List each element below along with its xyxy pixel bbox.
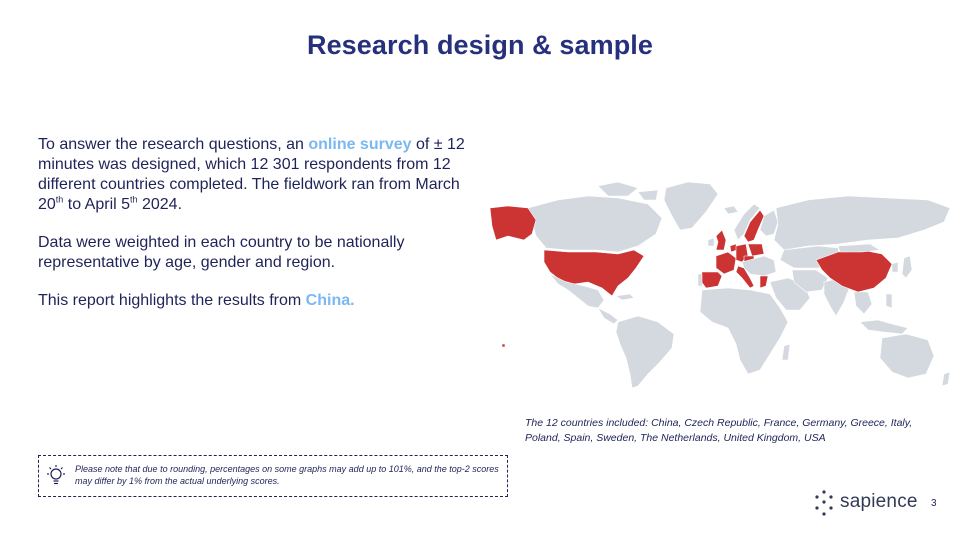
madagascar-shape [782, 344, 790, 360]
hawaii-shape [502, 344, 505, 347]
uk-shape [716, 230, 726, 250]
australia-shape [880, 334, 934, 378]
alaska-shape [490, 206, 536, 240]
world-map [488, 178, 952, 390]
page-number: 3 [931, 498, 937, 509]
text-span: of ± 12 minutes was designed, which 12 301 respondents from 12 different countries completed. The fieldwork ran from March 20 [38, 136, 465, 213]
text-span: To answer the research questions, an [38, 136, 309, 153]
central-america-shape [598, 308, 618, 324]
africa-shape [700, 288, 788, 374]
paragraph-highlight-country [38, 291, 478, 311]
map-caption: The 12 countries included: China, Czech Republic, France, Germany, Greece, Italy, Poland, Spain, Sweden, The Netherlands, United Kingdom, USA [525, 417, 913, 444]
paragraph-survey [38, 135, 478, 215]
ireland-shape [708, 238, 714, 246]
japan-shape [902, 256, 912, 278]
mongolia-shape [838, 244, 880, 252]
highlight-china: China. [305, 292, 355, 309]
world-map-svg [488, 178, 952, 390]
greece-shape [760, 276, 768, 288]
poland-shape [748, 244, 764, 256]
body-text [38, 135, 478, 329]
sapience-logo [812, 489, 922, 519]
canada-shape [528, 196, 662, 252]
spain-shape [700, 272, 722, 288]
sapience-logo-mark [812, 489, 836, 519]
caribbean-shape [616, 294, 634, 300]
text-span: This report highlights the results from [38, 292, 306, 309]
france-shape [716, 252, 736, 274]
iceland-shape [724, 206, 738, 214]
slide-title: Research design & sample [306, 30, 654, 60]
south-america-shape [616, 316, 674, 388]
paragraph-weighting: Data were weighted in each country to be nationally representative by age, gender and region. [38, 234, 405, 271]
text-span: 2024. [137, 196, 183, 213]
superscript: th [130, 194, 138, 205]
rounding-note-text: Please note that due to rounding, percentages on some graphs may add up to 101%, and the top-2 scores may differ by 1% from the actual underlying scores. [75, 464, 499, 486]
superscript: th [55, 194, 64, 205]
lightbulb-icon [45, 464, 67, 488]
rounding-note [38, 455, 508, 497]
highlight-online-survey: online survey [308, 136, 412, 153]
new-zealand-shape [942, 372, 950, 386]
korea-shape [892, 262, 898, 272]
sapience-logo-text: sapience [840, 491, 918, 512]
philippines-shape [886, 294, 892, 308]
greenland-shape [664, 182, 718, 230]
portugal-shape [698, 274, 702, 286]
indonesia-shape [860, 320, 908, 334]
russia-shape [774, 196, 950, 250]
southeast-asia-shape [854, 292, 872, 314]
text-span: to April 5 [63, 196, 131, 213]
